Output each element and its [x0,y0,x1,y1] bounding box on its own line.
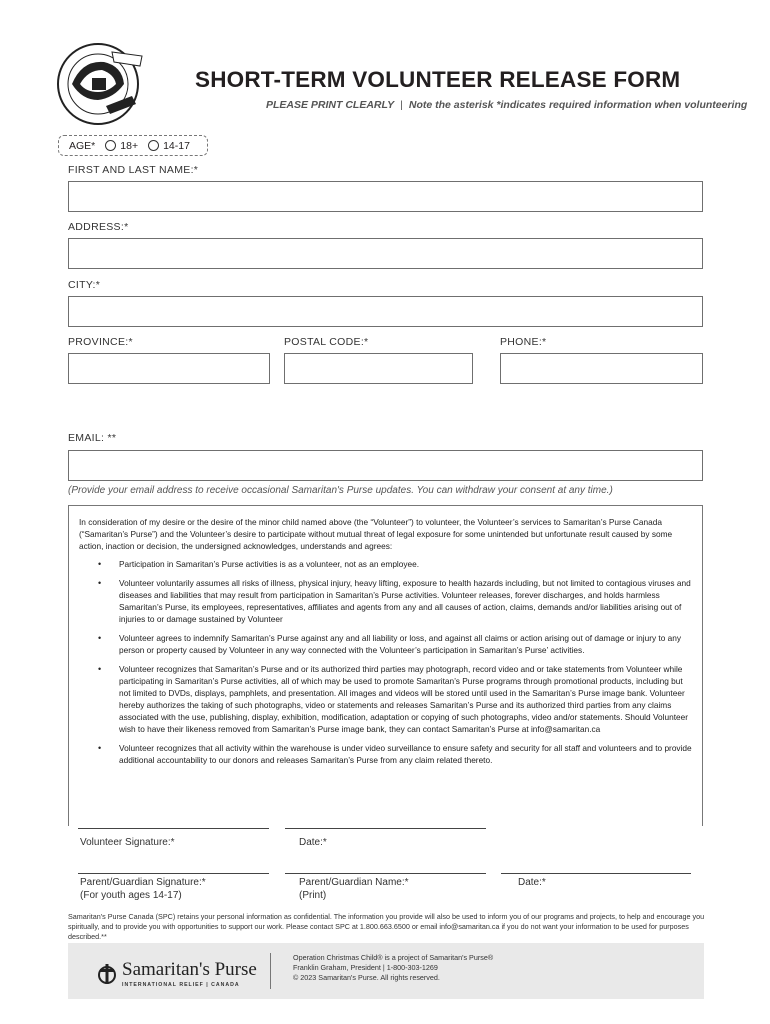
address-label: ADDRESS:* [68,221,129,233]
volunteer-signature-label: Volunteer Signature:* [80,837,175,848]
name-input[interactable] [68,181,703,212]
age-label: AGE* [69,139,96,152]
age-selector [58,135,208,156]
parent-name-note: (Print) [299,890,327,901]
parent-name-text: Parent/Guardian Name:* [299,877,409,888]
parent-name-line[interactable] [285,873,486,874]
address-input[interactable] [68,238,703,269]
asterisk-note: Note the asterisk *indicates required information when volunteering [408,99,748,111]
age-14-17-radio[interactable] [148,140,159,151]
release-terms [68,505,703,826]
footer-info [293,953,493,983]
parent-name-label [299,876,409,902]
phone-input[interactable] [500,353,703,384]
form-subtitle [266,99,747,111]
terms-item: • Volunteer voluntarily assumes all risks of illness, physical injury, heavy lifting, exposure to health hazards including, but not limited to contagious viruses and diseases and liabilities that may result from participation in Samaritan’s Purse activities. Volunteer releases, forever discharges, and holds harmless Samaritan’s Purse, its employees, representatives, affiliates and agents from any and all causes of action, claims, demands and/or liabilities arising out of injuries to or damage sustained by Volunteer [119,577,692,625]
province-input[interactable] [68,353,270,384]
subtitle-separator: | [400,99,403,111]
parent-signature-text: Parent/Guardian Signature:* [80,877,206,888]
parent-signature-label [80,876,206,902]
age-18-radio[interactable] [105,140,116,151]
form-title: SHORT-TERM VOLUNTEER RELEASE FORM [195,67,681,92]
volunteer-signature-line[interactable] [78,828,269,829]
email-input[interactable] [68,450,703,481]
footer-line-2: Franklin Graham, President | 1-800-303-1269 [293,963,438,972]
postal-label: POSTAL CODE:* [284,336,369,348]
brand-name: Samaritan's Purse [122,959,257,980]
print-clearly-note: PLEASE PRINT CLEARLY [266,99,395,111]
footer-line-3: © 2023 Samaritan's Purse. All rights reserved. [293,973,440,982]
privacy-statement: Samaritan's Purse Canada (SPC) retains your personal information as confidential. The information you provide will also be used to inform you of our programs and projects, to help and encourage you spiritually, and to provide you with opportunities to support our work. Please contact SPC at 1.800.663.6500 or email info@samaritan.ca if you do not want your information to be used for purposes described.** [68,912,705,941]
city-label: CITY:* [68,279,101,291]
brand-tagline: INTERNATIONAL RELIEF | CANADA [122,982,240,988]
footer-divider [270,953,271,989]
occ-logo [52,40,152,130]
terms-item: • Volunteer recognizes that Samaritan’s Purse and or its authorized third parties may photograph, record video and or take statements from Volunteer while participating in Samaritan’s Purse activities, all of which may be used to promote Samaritan’s Purse programs through promotional products, including but not limited to DVDs, displays, pamphlets, and presentation. All images and videos will be stored until used in the Samaritan’s Purse image bank. Volunteer hereby authorizes the taking of such photographs, video or statements and releases Samaritan’s Purse and its authorized third parties from any claims associated with the use, publishing, display, exhibition, modification, adaptation or copying of such photographs, video and/or statements. Should Volunteer wish to have their likeness removed from Samaritan’s Purse image bank, they can contact Samaritan’s Purse at info@samaritan.ca [119,663,692,735]
name-label: FIRST AND LAST NAME:* [68,164,199,176]
date-label-1: Date:* [299,837,327,848]
province-label: PROVINCE:* [68,336,133,348]
email-label: EMAIL: ** [68,432,117,444]
age-14-17-label: 14-17 [163,139,190,152]
city-input[interactable] [68,296,703,327]
date-line-1[interactable] [285,828,486,829]
samaritans-purse-logo [96,959,257,988]
footer-line-1: Operation Christmas Child® is a project of Samaritan's Purse® [293,953,494,962]
footer-bar [68,943,704,999]
date-line-2[interactable] [501,873,691,874]
phone-label: PHONE:* [500,336,547,348]
terms-intro: In consideration of my desire or the desire of the minor child named above (the “Volunteer”) to volunteer, the Volunteer’s services to Samaritan’s Purse Canada (“Samaritan’s Purse”) and the Volunteer’s desire to participate without mutual threat of legal exposure for some unintended but unfortunate result caused by some action, inaction or decision, the undersigned acknowledges, understands and agrees: [79,517,673,551]
cross-globe-icon [96,963,118,985]
terms-list [79,558,692,766]
age-18-label: 18+ [120,139,139,152]
parent-signature-line[interactable] [78,873,269,874]
parent-signature-note: (For youth ages 14-17) [80,890,182,901]
postal-input[interactable] [284,353,473,384]
email-consent-note: (Provide your email address to receive occasional Samaritan's Purse updates. You can withdraw your consent at any time.) [68,485,613,496]
date-label-2: Date:* [518,877,546,888]
terms-item: • Volunteer agrees to indemnify Samaritan’s Purse against any and all liability or loss, and against all claims or action arising out of damage or injury to any person or property caused by Volunteer in any way connected with the Volunteer’s participation in Samaritan’s Purse’ activities. [119,632,692,656]
terms-item: • Participation in Samaritan’s Purse activities is as a volunteer, not as an employee. [119,558,692,570]
terms-item: • Volunteer recognizes that all activity within the warehouse is under video surveillance to ensure safety and security for all staff and volunteers and to provide additional accountability to our donors and releases Samaritan’s Purse from any claim related thereto. [119,742,692,766]
